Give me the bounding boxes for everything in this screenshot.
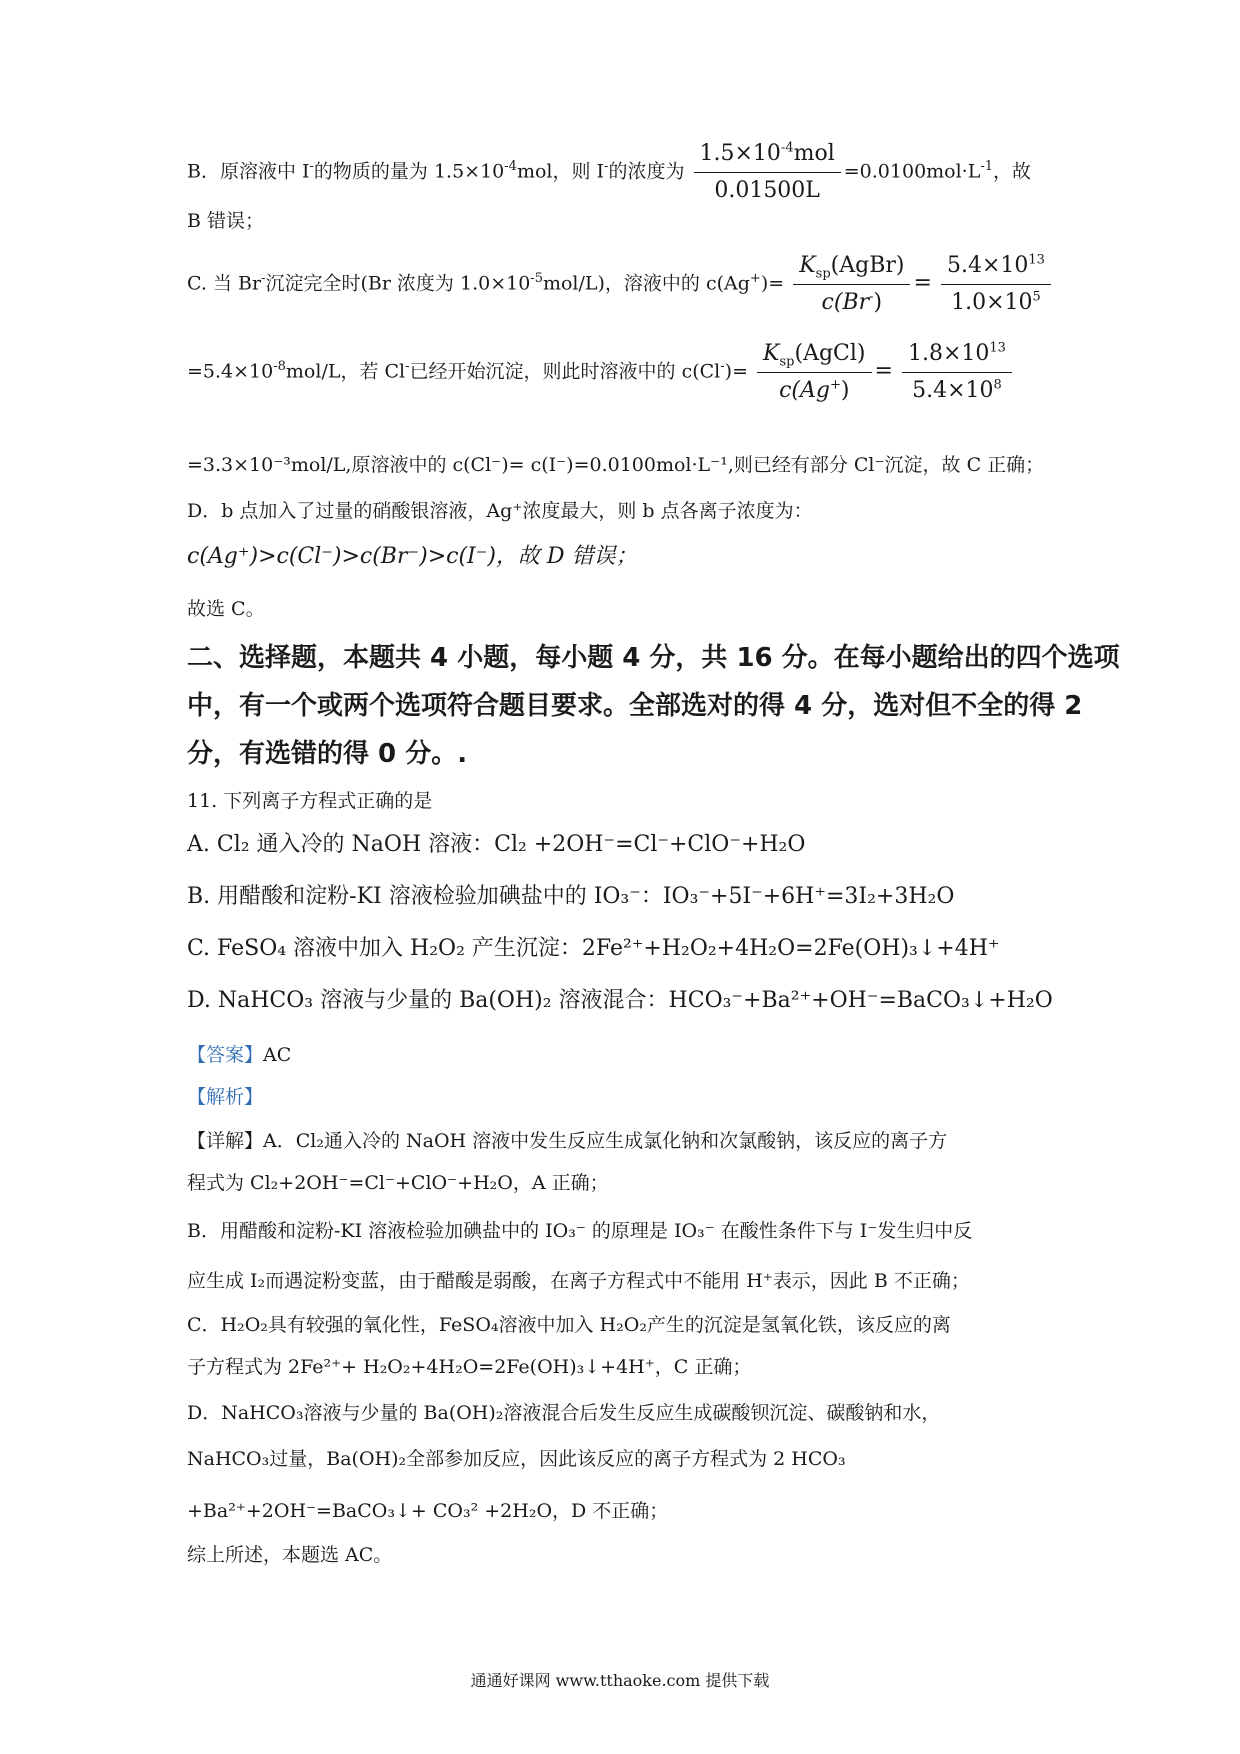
detail-line-1: 【详解】A．Cl₂通入冷的 NaOH 溶液中发生反应生成氯化钠和次氯酸钠，该反应的离子方: [187, 1130, 948, 1152]
b-frac-den: 0.01500L: [714, 178, 820, 203]
answer-value: AC: [263, 1044, 292, 1066]
detail-line-6: 子方程式为 2Fe²⁺+ H₂O₂+4H₂O=2Fe(OH)₃↓+4H⁺，C 正确；: [187, 1356, 752, 1378]
c1-sp: sp: [815, 266, 831, 282]
q11-option-a: A. Cl₂ 通入冷的 NaOH 溶液：Cl₂ +2OH⁻=Cl⁻+ClO⁻+H₂O: [187, 832, 806, 857]
c2-fraction-ksp: $\frac{K_{sp}(AgCl)}{c(Ag^+)}$: [757, 340, 871, 405]
c2-text-4: )=: [724, 360, 748, 383]
c2-cag: c(Ag: [779, 378, 830, 403]
c2-k: K: [763, 341, 780, 366]
detail-line-4: 应生成 I₂而遇淀粉变蓝，由于醋酸是弱酸，在离子方程式中不能用 H⁺表示，因此 B 不正确；: [187, 1270, 970, 1292]
c1-cbr: c(Br: [821, 290, 870, 315]
q11-option-c: C. FeSO₄ 溶液中加入 H₂O₂ 产生沉淀：2Fe²⁺+H₂O₂+4H₂O=2Fe(OH)₃↓+4H⁺: [187, 936, 1000, 961]
b-analysis-line: B．原溶液中 I-的物质的量为 $1.5\times 10^{-4}mol$，则 I-的浓度为 $\frac{1.5\times 10^{-4}mol}{0.01500L}$ $=0.0100mol\cdot L^{-1}$，故: [187, 140, 1032, 203]
c1-paren: ): [873, 290, 883, 315]
c-analysis-line-2: $=5.4\times 10^{-8}mol/L$，若 Cl-已经开始沉淀，则此时溶液中的 c(Cl-)= $\frac{K_{sp}(AgCl)}{c(Ag^+)}$ = $\frac{1.8\times 10^{13}}{5.4\times 10^8}$: [187, 340, 1015, 405]
c1-agbr: (AgBr): [830, 253, 905, 278]
d-analysis-line-2: c(Ag⁺)>c(Cl⁻)>c(Br⁻)>c(I⁻)，故 D 错误；: [187, 544, 638, 569]
c1-fraction-values: [941, 252, 1051, 317]
analysis-tag: 【解析】: [187, 1086, 264, 1108]
choose-c-line: 故选 C。: [187, 598, 265, 620]
c1-text-3: mol/L)，溶液中的 c(Ag: [542, 272, 750, 295]
b-frac-num: 1.5×10: [699, 141, 781, 166]
q11-option-d: D. NaHCO₃ 溶液与少量的 Ba(OH)₂ 溶液混合：HCO₃⁻+Ba²⁺+OH⁻=BaCO₃↓+H₂O: [187, 988, 1053, 1013]
c2-text-3: 已经开始沉淀，则此时溶液中的 c(Cl: [409, 360, 721, 383]
c2-paren: ): [840, 378, 850, 403]
c2-v-den-exp: 8: [993, 377, 1002, 393]
footer-source: 通通好课网 www.tthaoke.com 提供下载: [470, 1671, 770, 1690]
c2-eq: =: [874, 358, 893, 384]
c1-v-num-exp: 13: [1028, 252, 1045, 268]
c1-text-2: 沉淀完全时(Br 浓度为 1.0×10: [265, 272, 531, 295]
c2-agcl: (AgCl): [794, 341, 866, 366]
c2-text-2: mol/L，若 Cl: [285, 360, 406, 383]
detail-line-5: C．H₂O₂具有较强的氧化性，FeSO₄溶液中加入 H₂O₂产生的沉淀是氢氧化铁，该反应的离: [187, 1314, 951, 1336]
c2-sp: sp: [779, 354, 795, 370]
c1-v-den: 1.0×10: [951, 290, 1033, 315]
detail-line-9: +Ba²⁺+2OH⁻=BaCO₃↓+ CO₃² +2H₂O，D 不正确；: [187, 1500, 669, 1522]
c2-fraction-values: [902, 340, 1012, 405]
b-text-3: mol，则 I: [516, 160, 605, 183]
c-analysis-line-3: =3.3×10⁻³mol/L,原溶液中的 c(Cl⁻)= c(I⁻)=0.0100mol·L⁻¹,则已经有部分 Cl⁻沉淀，故 C 正确；: [187, 454, 1045, 476]
detail-line-3: B．用醋酸和淀粉-KI 溶液检验加碘盐中的 IO₃⁻ 的原理是 IO₃⁻ 在酸性条件下与 I⁻发生归中反: [187, 1220, 973, 1242]
c2-v-num-exp: 13: [989, 340, 1006, 356]
detail-line-10: 综上所述，本题选 AC。: [187, 1544, 393, 1566]
c1-k: K: [799, 253, 816, 278]
b-text-4: 的浓度为: [608, 160, 685, 183]
b-text-1: B．原溶液中 I: [187, 160, 310, 183]
b-text-2: 的物质的量为 1.5×10: [313, 160, 505, 183]
q11-option-b: B. 用醋酸和淀粉-KI 溶液检验加碘盐中的 IO₃⁻：IO₃⁻+5I⁻+6H⁺=3I₂+3H₂O: [187, 884, 955, 909]
c1-v-den-exp: 5: [1032, 289, 1041, 305]
c1-fraction-ksp: $\frac{K_{sp}(AgBr)}{c(Br^-)}$: [793, 252, 910, 317]
q11-stem: 11. 下列离子方程式正确的是: [187, 790, 433, 812]
b-frac-unit: mol: [793, 141, 835, 166]
b-text-6: ，故: [993, 160, 1032, 183]
answer-line: [187, 1040, 291, 1070]
detail-line-8: NaHCO₃过量，Ba(OH)₂全部参加反应，因此该反应的离子方程式为 2 HCO₃: [187, 1448, 846, 1470]
section-heading-1: 二、选择题，本题共 4 小题，每小题 4 分，共 16 分。在每小题给出的四个选项: [187, 643, 1120, 673]
c-analysis-line-1: C. 当 Br-沉淀完全时(Br 浓度为 $1.0\times 10^{-5}mol/L$)，溶液中的 c(Ag+)= $\frac{K_{sp}(AgBr)}{c(Br^-)}$ = $\frac{5.4\times 10^{13}}{1.0\times 10^5}$: [187, 252, 1054, 317]
c2-v-num: 1.8×10: [907, 341, 990, 366]
section-heading-3: 分，有选错的得 0 分。.: [187, 739, 468, 769]
d-analysis-line-1: D．b 点加入了过量的硝酸银溶液，Ag⁺浓度最大，则 b 点各离子浓度为：: [187, 500, 813, 522]
section-heading-2: 中，有一个或两个选项符合题目要求。全部选对的得 4 分，选对但不全的得 2: [187, 691, 1083, 721]
c1-eq: =: [913, 270, 932, 296]
detail-line-7: D．NaHCO₃溶液与少量的 Ba(OH)₂溶液混合后发生反应生成碳酸钡沉淀、碳酸钠和水，: [187, 1402, 941, 1424]
answer-tag: 【答案】: [187, 1044, 264, 1066]
c1-text-1: C. 当 Br: [187, 272, 262, 295]
c1-text-4: )=: [760, 272, 785, 295]
c2-text-1: =5.4×10: [187, 360, 274, 383]
b-wrong-line: B 错误；: [187, 210, 265, 232]
b-fraction: $\frac{1.5\times 10^{-4}mol}{0.01500L}$: [694, 140, 841, 205]
b-text-5: =0.0100mol·L: [843, 160, 981, 183]
detail-line-2: 程式为 Cl₂+2OH⁻=Cl⁻+ClO⁻+H₂O，A 正确；: [187, 1172, 609, 1194]
c2-v-den: 5.4×10: [912, 378, 994, 403]
c1-v-num: 5.4×10: [946, 253, 1029, 278]
